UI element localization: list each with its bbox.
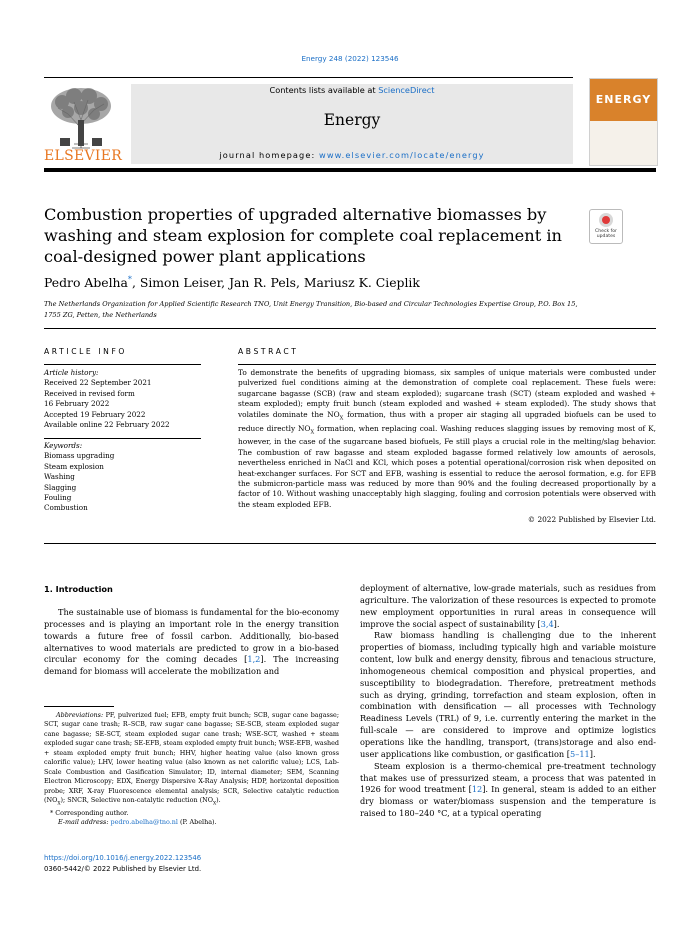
journal-citation[interactable] bbox=[0, 54, 700, 63]
history-item: Available online 22 February 2022 bbox=[44, 420, 170, 430]
journal-cover-thumbnail[interactable] bbox=[589, 78, 658, 166]
elsevier-logo[interactable] bbox=[44, 84, 123, 164]
affiliation: The Netherlands Organization for Applied Scientific Research TNO, Unit Energy Transition, Bio-based and Circular Technologies Expertise Group, P.O. Box 15, 1755 ZG, Petten, the Netherlands bbox=[44, 300, 578, 319]
email-note: E-mail address: pedro.abelha@tno.nl (P. Abelha). bbox=[58, 818, 217, 827]
citation-link[interactable]: Energy 248 (2022) 123546 bbox=[301, 54, 399, 63]
abstract-text: To demonstrate the benefits of upgrading biomass, six samples of unique materials were combusted under pulverized fuel conditions aiming at the demonstration of complete coal replacement. These fuels were: sugarcane bagasse (SCB) (raw and steam exploded); sugarcane trash (SCT) (steam exploded and washed + steam exploded); empty fruit bunch (steam exploded and washed + steam exploded). The study shows that volatiles dominate the $NO_X$ formation, thus with a proper air staging all upgraded biofuels can be used to reduce directly $NO_X$ formation, when replacing coal. Washing reduces slagging issues by removing most of K, however, in the case of the sugarcane based biofuels, Fe still plays a crucial role in the melting/slag behavior. The combustion of raw bagasse and steam exploded bagasse formed relatively low amounts of aerosols, nevertheless enriched in NaCl and KCl, which poses a potential operational/corrosion risk when deposited on heat-exchanger surfaces. For SCT and EFB, washing is essential to reduce the aerosol formation, e.g. for EFB the submicron-particle mass was reduced by more than 90% and the fouling decreased proportionally by a factor of 10. Without washing unacceptably high slagging, fouling and corrosion potentials were observed with the steam exploded EFB. bbox=[238, 368, 656, 509]
footnote-rule bbox=[44, 706, 114, 707]
section-rule bbox=[44, 328, 656, 329]
journal-header-band bbox=[131, 84, 573, 164]
check-updates-icon bbox=[599, 213, 613, 227]
history-item: Received 22 September 2021 bbox=[44, 378, 152, 388]
email-link[interactable]: pedro.abelha@tno.nl bbox=[110, 818, 178, 827]
history-item: Received in revised form bbox=[44, 388, 135, 398]
paragraph: Steam explosion is a thermo-chemical pre-treatment technology that makes use of pressurized steam, a process that was patented in 1926 for wood treatment [12]. In general, steam is added to an either dry biomass or water/biomass suspension and the temperature is raised to 180–240 °C, at a typical operating bbox=[360, 760, 656, 819]
journal-name: Energy bbox=[323, 111, 381, 129]
keywords-rule bbox=[44, 438, 201, 439]
keyword-item: Fouling bbox=[44, 493, 72, 503]
check-for-updates-badge[interactable] bbox=[589, 209, 623, 244]
corresponding-author-marker[interactable]: * bbox=[127, 275, 132, 284]
contents-prefix: Contents lists available at bbox=[269, 85, 379, 95]
keyword-item: Washing bbox=[44, 472, 75, 482]
corresponding-author-note: * Corresponding author. bbox=[50, 808, 129, 817]
history-item: Accepted 19 February 2022 bbox=[44, 409, 146, 419]
sciencedirect-link[interactable]: ScienceDirect bbox=[378, 85, 435, 95]
keyword-item: Steam explosion bbox=[44, 461, 104, 471]
tree-logo-icon bbox=[44, 84, 118, 150]
abstract-rule bbox=[238, 364, 656, 365]
body-column-left bbox=[44, 607, 339, 678]
keywords bbox=[44, 441, 214, 514]
article-history bbox=[44, 368, 214, 430]
issn-line: 0360-5442/© 2022 Published by Elsevier Ltd. bbox=[44, 865, 202, 873]
introduction-heading: 1. Introduction bbox=[44, 584, 113, 594]
keyword-item: Biomass upgrading bbox=[44, 451, 115, 461]
abstract-copyright: © 2022 Published by Elsevier Ltd. bbox=[527, 515, 656, 524]
keyword-item: Combustion bbox=[44, 503, 88, 513]
author-first[interactable]: Pedro Abelha bbox=[44, 275, 128, 291]
publisher-wordmark: ELSEVIER bbox=[44, 148, 123, 164]
homepage-link[interactable]: www.elsevier.com/locate/energy bbox=[319, 150, 485, 160]
abbreviations-footnote: Abbreviations: PF, pulverized fuel; EFB, empty fruit bunch; SCB, sugar cane bagasse; SCT, sugar cane trash; R–SCB, raw sugar cane bagasse; SE-SCB, steam exploded sugar cane bagasse; SE-SCT, steam exploded sugar cane trash; WSE-SCT, washed + steam exploded sugar cane trash; SE-EFB, steam exploded empty fruit bunch; WSE-EFB, washed + steam exploded empty fruit bunch; HHV, higher heating value (also known gross calorific value); LHV, lower heating value (also known as net calorific value); LCS, Lab-Scale Combustion and Gasification Simulator; ID, internal diameter; SEM, Scanning Electron Microscopy; EDX, Energy Dispersive X-Ray Analysis; HDP, horizontal deposition probe; XRF, X-ray Fluorescence elemental analysis; SCR, Selective catalytic reduction $(NO_X)$; SNCR, Selective non-catalytic reduction $(NO_X)$. bbox=[44, 711, 339, 807]
reference-link[interactable]: 3,4 bbox=[540, 618, 554, 629]
reference-link[interactable]: 12 bbox=[471, 784, 483, 795]
paragraph: deployment of alternative, low-grade materials, such as residues from agriculture. The valorization of these resources is expected to promote new employment opportunities in rural areas in consequence will improve the social aspect of sustainability [3,4]. bbox=[360, 583, 656, 629]
abstract-heading: ABSTRACT bbox=[238, 347, 299, 356]
footnotes bbox=[44, 711, 339, 828]
article-info-heading: ARTICLE INFO bbox=[44, 347, 128, 356]
contents-availability bbox=[131, 85, 573, 95]
article-info-rule bbox=[44, 364, 201, 365]
article-title: Combustion properties of upgraded alternative biomasses by washing and steam explosion for complete coal replacement in coal-designed power plant applications bbox=[44, 205, 562, 266]
doi[interactable] bbox=[44, 854, 201, 862]
paragraph: The sustainable use of biomass is fundamental for the bio-economy processes and is playing an important role in the energy transition towards a future free of fossil carbon. Additionally, bio-based alternatives to wood materials are predicted to grow in a bio-based circular economy for the coming decades [1,2]. The increasing demand for biomass will accelerate the mobilization and bbox=[44, 607, 339, 677]
author-others[interactable]: , Simon Leiser, Jan R. Pels, Mariusz K. Cieplik bbox=[131, 275, 420, 291]
header-rule bbox=[44, 77, 573, 78]
cover-title: ENERGY bbox=[595, 93, 652, 106]
body-column-right bbox=[360, 583, 656, 820]
paragraph: Raw biomass handling is challenging due to the inherent properties of biomass, including typically high and variable moisture content, low bulk and energy density, fibrous and tenacious structure, inhomogeneous chemical composition and physical properties, and susceptibility to biodegradation. Therefore, pretreatment methods such as drying, grinding, torrefaction and steam explosion, often in combination with densification — all processes with Technology Readiness Levels (TRL) of 9, i.e. currently entering the market in the full-scale — are considered to improve and optimize logistics operations like the handling, transport, (trans)storage and also end-user applications like combustion, or gasification [5–11]. bbox=[360, 630, 656, 759]
history-label: Article history: bbox=[44, 368, 99, 377]
doi-link[interactable]: https://doi.org/10.1016/j.energy.2022.123546 bbox=[44, 854, 202, 862]
header-thick-rule bbox=[44, 168, 656, 172]
author-list bbox=[44, 275, 604, 290]
reference-link[interactable]: 5–11 bbox=[570, 748, 590, 759]
history-item: 16 February 2022 bbox=[44, 399, 110, 409]
check-updates-label: Check for updates bbox=[595, 229, 617, 239]
homepage-prefix: journal homepage: bbox=[219, 150, 320, 160]
journal-homepage bbox=[131, 150, 573, 160]
keywords-label: Keywords: bbox=[44, 441, 83, 450]
front-matter-end-rule bbox=[44, 543, 656, 544]
keyword-item: Slagging bbox=[44, 482, 77, 492]
reference-link[interactable]: 1,2 bbox=[247, 654, 261, 665]
